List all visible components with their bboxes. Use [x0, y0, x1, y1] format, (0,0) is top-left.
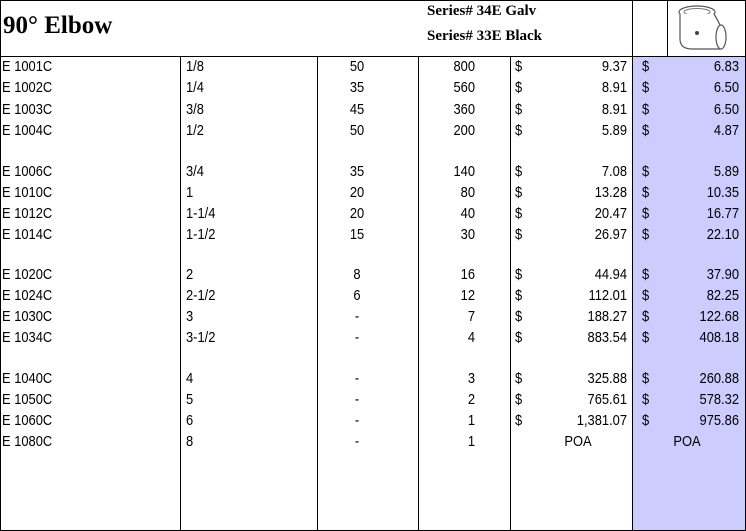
currency-symbol: $ [515, 308, 523, 325]
grid-line [418, 56, 419, 531]
case-quantity: 40 [460, 205, 475, 222]
pipe-size: 3/4 [186, 163, 204, 180]
galv-price: 8.91 [601, 101, 627, 118]
galv-price: 5.89 [601, 122, 627, 139]
part-code: E 1010C [2, 184, 53, 201]
case-quantity: 1 [467, 412, 475, 429]
grid-line [510, 56, 511, 531]
currency-symbol: $ [642, 184, 650, 201]
black-price: 408.18 [699, 329, 739, 346]
currency-symbol: $ [515, 184, 523, 201]
currency-symbol: $ [515, 205, 523, 222]
case-quantity: 30 [460, 226, 475, 243]
part-code: E 1080C [2, 433, 53, 450]
part-code: E 1050C [2, 391, 53, 408]
box-quantity: 50 [349, 122, 365, 139]
pipe-size: 1/8 [186, 58, 204, 75]
case-quantity: 800 [453, 58, 475, 75]
pipe-size: 1/4 [186, 79, 204, 96]
grid-line [0, 0, 1, 531]
pipe-size: 2-1/2 [186, 287, 216, 304]
box-quantity: 8 [353, 266, 361, 283]
box-quantity: - [354, 308, 360, 325]
black-price: 122.68 [699, 308, 739, 325]
currency-symbol: $ [515, 266, 523, 283]
page-title: 90° Elbow [3, 12, 113, 39]
galv-price: 13.28 [594, 184, 627, 201]
case-quantity: 200 [453, 122, 475, 139]
currency-symbol: $ [642, 287, 650, 304]
currency-symbol: $ [515, 287, 523, 304]
pipe-size: 2 [186, 266, 194, 283]
black-price: 578.32 [699, 391, 739, 408]
currency-symbol: $ [515, 412, 523, 429]
box-quantity: 6 [353, 287, 361, 304]
black-price: 6.83 [713, 58, 739, 75]
galv-price: 7.08 [601, 163, 627, 180]
grid-line [317, 56, 318, 531]
currency-symbol: $ [515, 329, 523, 346]
black-price: 6.50 [713, 79, 739, 96]
currency-symbol: $ [515, 122, 523, 139]
elbow-fitting-icon [670, 3, 740, 53]
box-quantity: 50 [349, 58, 365, 75]
galv-price: 1,381.07 [576, 412, 627, 429]
currency-symbol: $ [515, 58, 523, 75]
part-code: E 1004C [2, 122, 53, 139]
series-black-label: Series# 33E Black [427, 28, 542, 44]
case-quantity: 360 [453, 101, 475, 118]
part-code: E 1020C [2, 266, 53, 283]
pipe-size: 5 [186, 391, 194, 408]
case-quantity: 7 [467, 308, 475, 325]
black-price: 5.89 [713, 163, 739, 180]
case-quantity: 560 [453, 79, 475, 96]
currency-symbol: $ [515, 391, 523, 408]
black-price: 16.77 [706, 205, 739, 222]
currency-symbol: $ [642, 163, 650, 180]
black-price: POA [673, 433, 701, 450]
pipe-size: 3/8 [186, 101, 204, 118]
box-quantity: 15 [349, 226, 365, 243]
case-quantity: 16 [460, 266, 475, 283]
case-quantity: 80 [460, 184, 475, 201]
box-quantity: 35 [349, 79, 365, 96]
galv-price: 8.91 [601, 79, 627, 96]
currency-symbol: $ [642, 79, 650, 96]
galv-price: 883.54 [587, 329, 627, 346]
pipe-size: 1-1/2 [186, 226, 216, 243]
currency-symbol: $ [642, 329, 650, 346]
part-code: E 1030C [2, 308, 53, 325]
galv-price: POA [564, 433, 592, 450]
galv-price: 9.37 [601, 58, 627, 75]
box-quantity: 20 [349, 205, 365, 222]
black-price: 4.87 [713, 122, 739, 139]
box-quantity: - [354, 412, 360, 429]
currency-symbol: $ [642, 101, 650, 118]
pipe-size: 1-1/4 [186, 205, 216, 222]
galv-price: 765.61 [587, 391, 627, 408]
part-code: E 1060C [2, 412, 53, 429]
pipe-size: 4 [186, 370, 194, 387]
black-price: 22.10 [706, 226, 739, 243]
box-quantity: - [354, 329, 360, 346]
galv-price: 20.47 [594, 205, 627, 222]
part-code: E 1014C [2, 226, 53, 243]
box-quantity: 45 [349, 101, 365, 118]
part-code: E 1012C [2, 205, 53, 222]
currency-symbol: $ [642, 226, 650, 243]
case-quantity: 1 [467, 433, 475, 450]
box-quantity: - [354, 433, 360, 450]
case-quantity: 2 [467, 391, 475, 408]
black-price: 6.50 [713, 101, 739, 118]
currency-symbol: $ [642, 370, 650, 387]
galv-price: 26.97 [594, 226, 627, 243]
pipe-size: 1/2 [186, 122, 204, 139]
galv-price: 44.94 [594, 266, 627, 283]
grid-line [0, 0, 746, 1]
case-quantity: 140 [453, 163, 475, 180]
currency-symbol: $ [642, 58, 650, 75]
galv-price: 112.01 [588, 287, 627, 304]
pipe-size: 8 [186, 433, 194, 450]
currency-symbol: $ [515, 226, 523, 243]
black-price: 10.35 [706, 184, 739, 201]
pipe-size: 3 [186, 308, 194, 325]
black-price: 37.90 [706, 266, 739, 283]
case-quantity: 4 [467, 329, 475, 346]
pipe-size: 3-1/2 [186, 329, 216, 346]
box-quantity: 20 [349, 184, 365, 201]
galv-price: 325.88 [587, 370, 627, 387]
pipe-size: 1 [186, 184, 194, 201]
series-galv-label: Series# 34E Galv [427, 3, 537, 19]
currency-symbol: $ [515, 163, 523, 180]
part-code: E 1034C [2, 329, 53, 346]
currency-symbol: $ [642, 205, 650, 222]
part-code: E 1024C [2, 287, 53, 304]
galv-price: 188.27 [587, 308, 627, 325]
currency-symbol: $ [642, 122, 650, 139]
grid-line [180, 56, 181, 531]
part-code: E 1006C [2, 163, 53, 180]
currency-symbol: $ [642, 266, 650, 283]
grid-line [0, 56, 746, 57]
currency-symbol: $ [515, 370, 523, 387]
part-code: E 1040C [2, 370, 53, 387]
pipe-size: 6 [186, 412, 194, 429]
currency-symbol: $ [642, 412, 650, 429]
case-quantity: 12 [460, 287, 475, 304]
currency-symbol: $ [642, 391, 650, 408]
part-code: E 1003C [2, 101, 53, 118]
currency-symbol: $ [515, 79, 523, 96]
box-quantity: - [354, 370, 360, 387]
black-price: 260.88 [699, 370, 739, 387]
black-price: 82.25 [706, 287, 739, 304]
currency-symbol: $ [642, 308, 650, 325]
grid-line [667, 0, 668, 56]
currency-symbol: $ [515, 101, 523, 118]
box-quantity: 35 [349, 163, 365, 180]
box-quantity: - [354, 391, 360, 408]
black-price: 975.86 [699, 412, 739, 429]
grid-line [632, 0, 633, 531]
case-quantity: 3 [467, 370, 475, 387]
part-code: E 1001C [2, 58, 53, 75]
part-code: E 1002C [2, 79, 53, 96]
